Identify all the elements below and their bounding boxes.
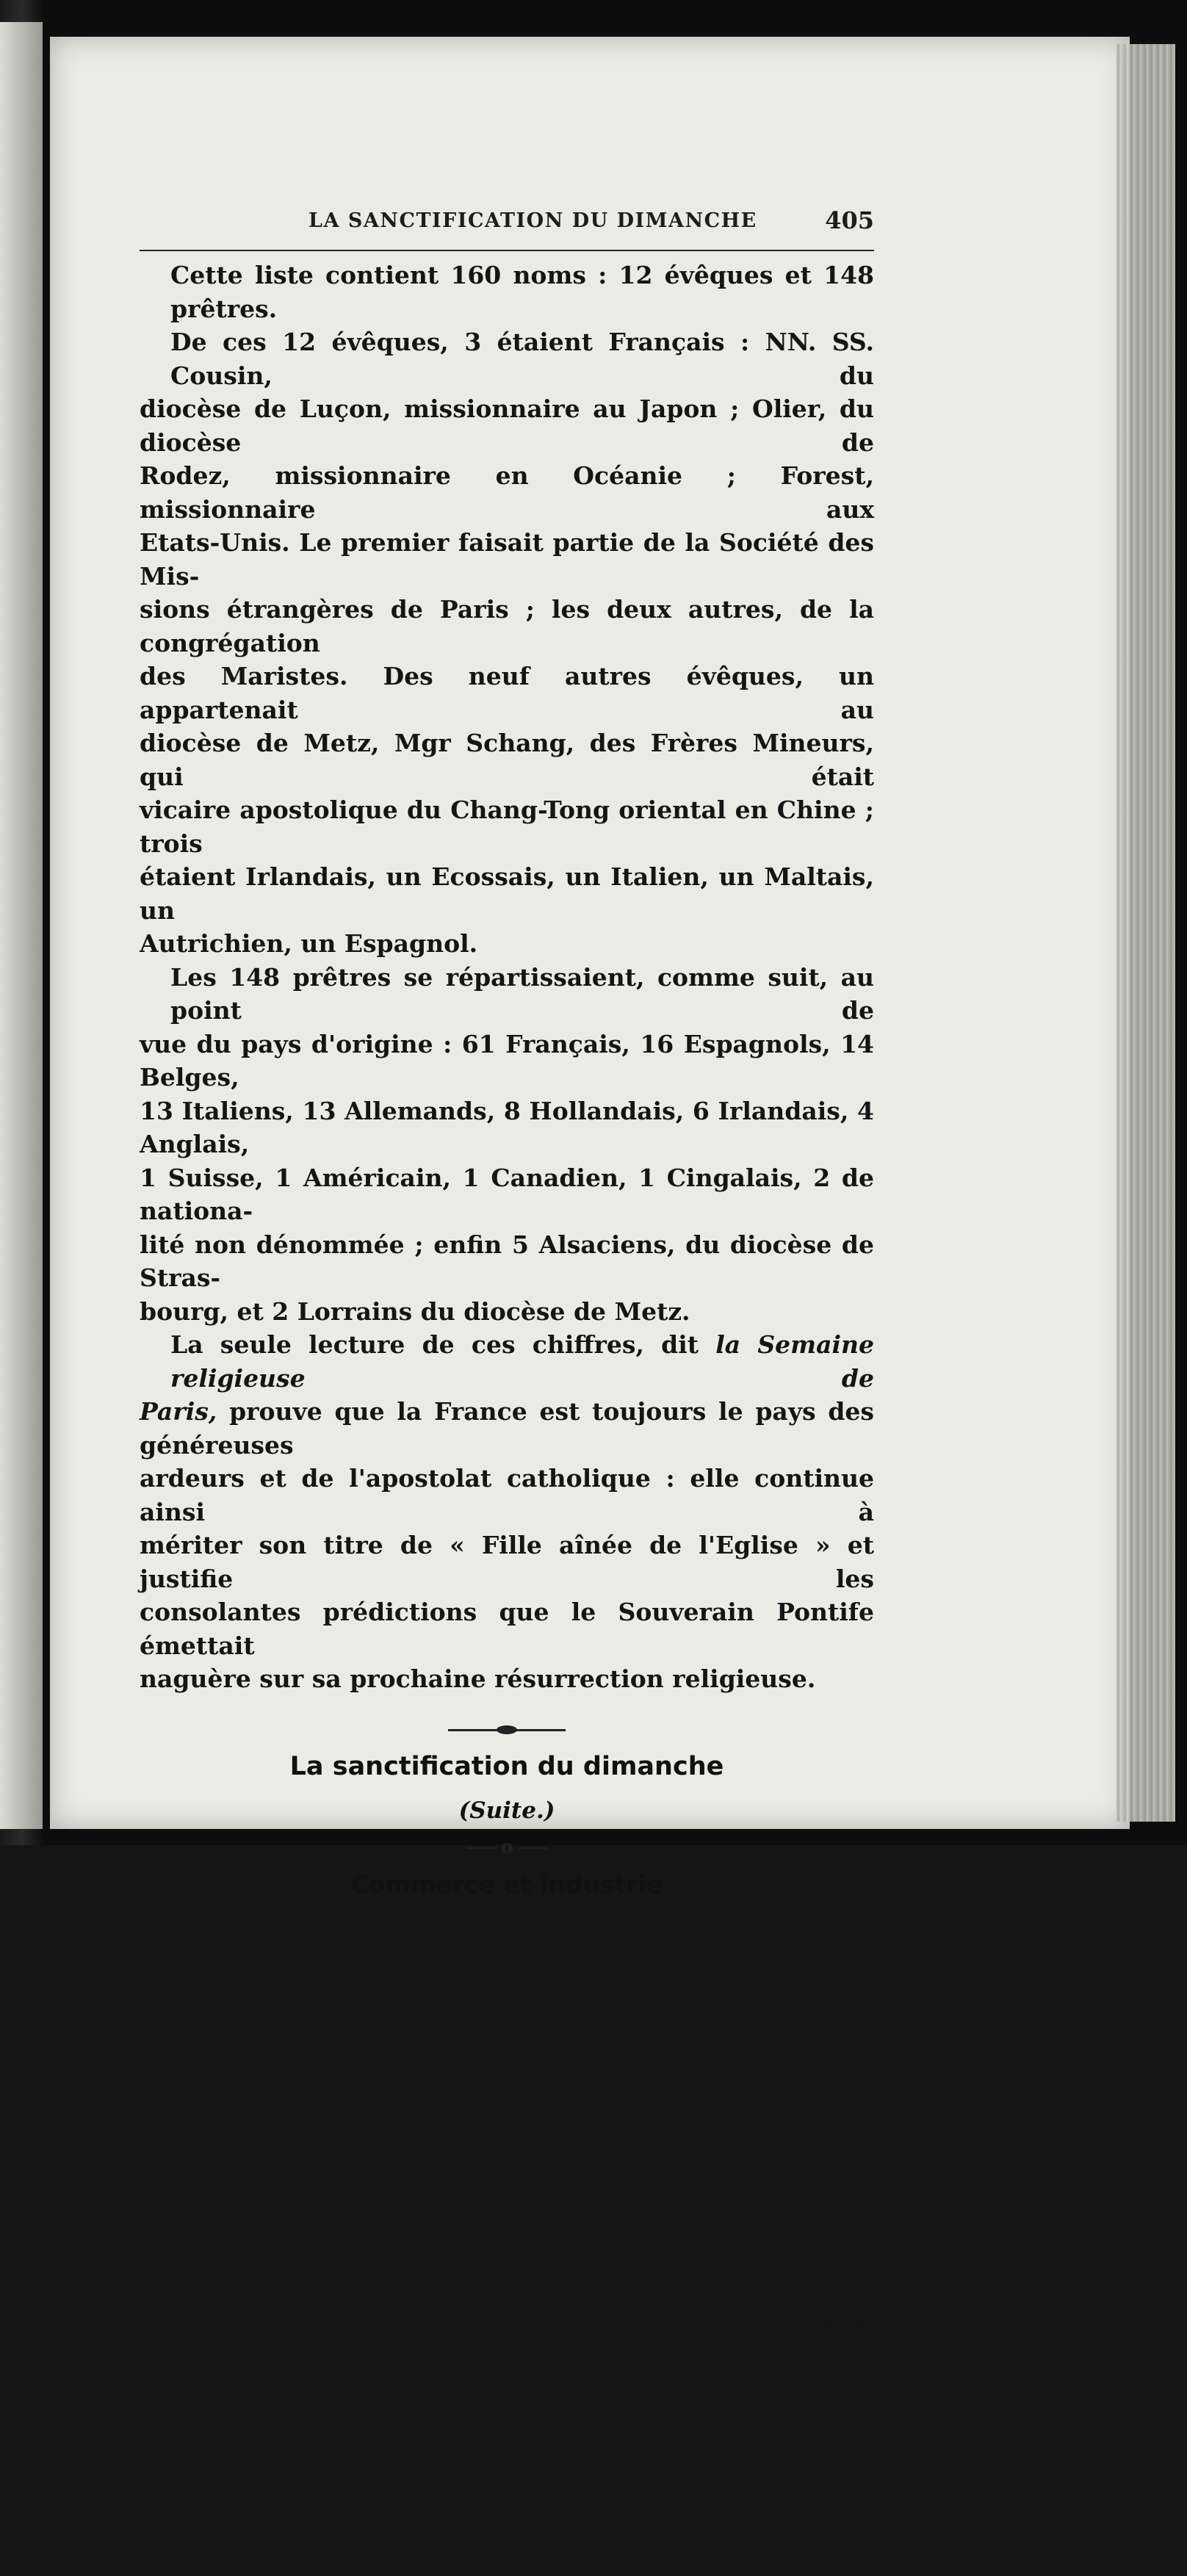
previous-page-edge: [0, 22, 43, 1829]
text-run: prouve que la France est toujours le pays des généreuses: [140, 1397, 874, 1460]
dash-right: [518, 1847, 547, 1849]
text-line: bourg, et 2 Lorrains du diocèse de Metz.: [140, 1296, 690, 1326]
paragraph-list-contents: [140, 259, 874, 961]
text-line: des Maristes. Des neuf autres évêques, un appartenait au: [140, 662, 874, 724]
text-line: diocèse de Metz, Mgr Schang, des Frères Mineurs, qui était: [140, 729, 874, 791]
text-line: soldats les plus endurants et les mieux armés, ainsi en est-il: [140, 2444, 874, 2506]
text-line: sur le champ de la concurrence industrielle. La victoire restera: [140, 2511, 874, 2573]
header-rule: [140, 250, 874, 251]
ornament-divider: [140, 1706, 874, 1739]
page-body: [140, 259, 874, 2576]
text-line: sions étrangères de Paris ; les deux autres, de la congrégation: [140, 595, 874, 657]
text-line: dustrie. Vains prétextes qui s'évanouissent devant l'expé-: [140, 2043, 874, 2105]
text-line: mériter son titre de « Fille aînée de l'Eglise » et justifie les: [140, 1531, 874, 1593]
text-line: du repos du dimanche, et les intérêts du commerce et de l'in-: [140, 1976, 874, 2038]
text-line: ... On met trop souvent en regard le précepte trouvé rigoureux: [140, 1909, 874, 1971]
section-title: La sanctification du dimanche: [289, 1751, 724, 1781]
text-line: naguère sur sa prochaine résurrection religieuse.: [140, 1664, 816, 1693]
subsection-title: Commerce et industrie: [350, 1869, 663, 1899]
text-line: 1 Suisse, 1 Américain, 1 Canadien, 1 Cingalais, 2 de nationa-: [140, 1163, 874, 1225]
publication-title-cont: Paris,: [140, 1397, 217, 1426]
ornament-icon: [448, 1729, 566, 1731]
page-header: [140, 206, 874, 246]
text-line: diocèse de Luçon, missionnaire au Japon ; Olier, du diocèse de: [140, 394, 874, 457]
text-line: la nature non moins que par la religion ! Dans la guerre, si la: [140, 2310, 874, 2373]
dash-left: [466, 1847, 496, 1849]
paragraph-conclusion: [140, 1328, 874, 1696]
text-line: Les 148 prêtres se répartissaient, comme suit, au point de: [170, 962, 874, 1025]
text-run: La seule lecture de ces chiffres, dit: [170, 1330, 716, 1359]
text-line: mes, ni une entreprise commerciale ou industrielle, qui ait: [140, 2176, 874, 2239]
text-line: Rodez, missionnaire en Océanie ; Forest, missionnaire aux: [140, 461, 874, 524]
publication-title: la Semaine religieuse de: [170, 1330, 874, 1393]
text-line: Etats-Unis. Le premier faisait partie de la Société des Mis-: [140, 528, 874, 591]
text-line: vicaire apostolique du Chang-Tong oriental en Chine ; trois: [140, 795, 874, 858]
text-line: vue du pays d'origine : 61 Français, 16 Espagnols, 14 Belges,: [140, 1029, 874, 1092]
text-line: ardeurs et de l'apostolat catholique : elle continue ainsi à: [140, 1464, 874, 1526]
page-stack-edge: [1116, 44, 1175, 1822]
paragraph-commerce: [140, 1908, 874, 2576]
text-line: lité non dénommée ; enfin 5 Alsaciens, du diocèse de Stras-: [140, 1230, 874, 1292]
running-title: LA SANCTIFICATION DU DIMANCHE: [309, 209, 757, 232]
text-line: [140, 1328, 874, 1395]
page-number: 405: [825, 206, 874, 234]
text-line: De ces 12 évêques, 3 étaient Français : NN. SS. Cousin, du: [170, 328, 874, 390]
separator-mark: o: [500, 1836, 513, 1858]
text-line: Autrichien, un Espagnol.: [140, 929, 478, 958]
text-line: 13 Italiens, 13 Allemands, 8 Hollandais, 6 Irlandais, 4 Anglais,: [140, 1096, 874, 1158]
paragraph-priests: [140, 961, 874, 1329]
text-line: Cette liste contient 160 noms : 12 évêques et 148 prêtres.: [170, 261, 874, 323]
text-line: étaient Irlandais, un Ecossais, un Italien, un Maltais, un: [140, 862, 874, 925]
section-subtitle: (Suite.): [458, 1797, 555, 1824]
text-line: rience. On ne saurait citer ni un peuple, ni un groupe d'hom-: [140, 2110, 874, 2172]
text-line: [140, 1395, 874, 1462]
text-line: victoire appartient au peuple qui peut mettre sur pied les: [140, 2377, 874, 2439]
small-separator: [140, 1833, 874, 1862]
text-line: consolantes prédictions que le Souverain Pontife émettait: [140, 1598, 874, 1660]
text-line: vraiment souffert d'une interruption de travail commandée par: [140, 2243, 874, 2306]
